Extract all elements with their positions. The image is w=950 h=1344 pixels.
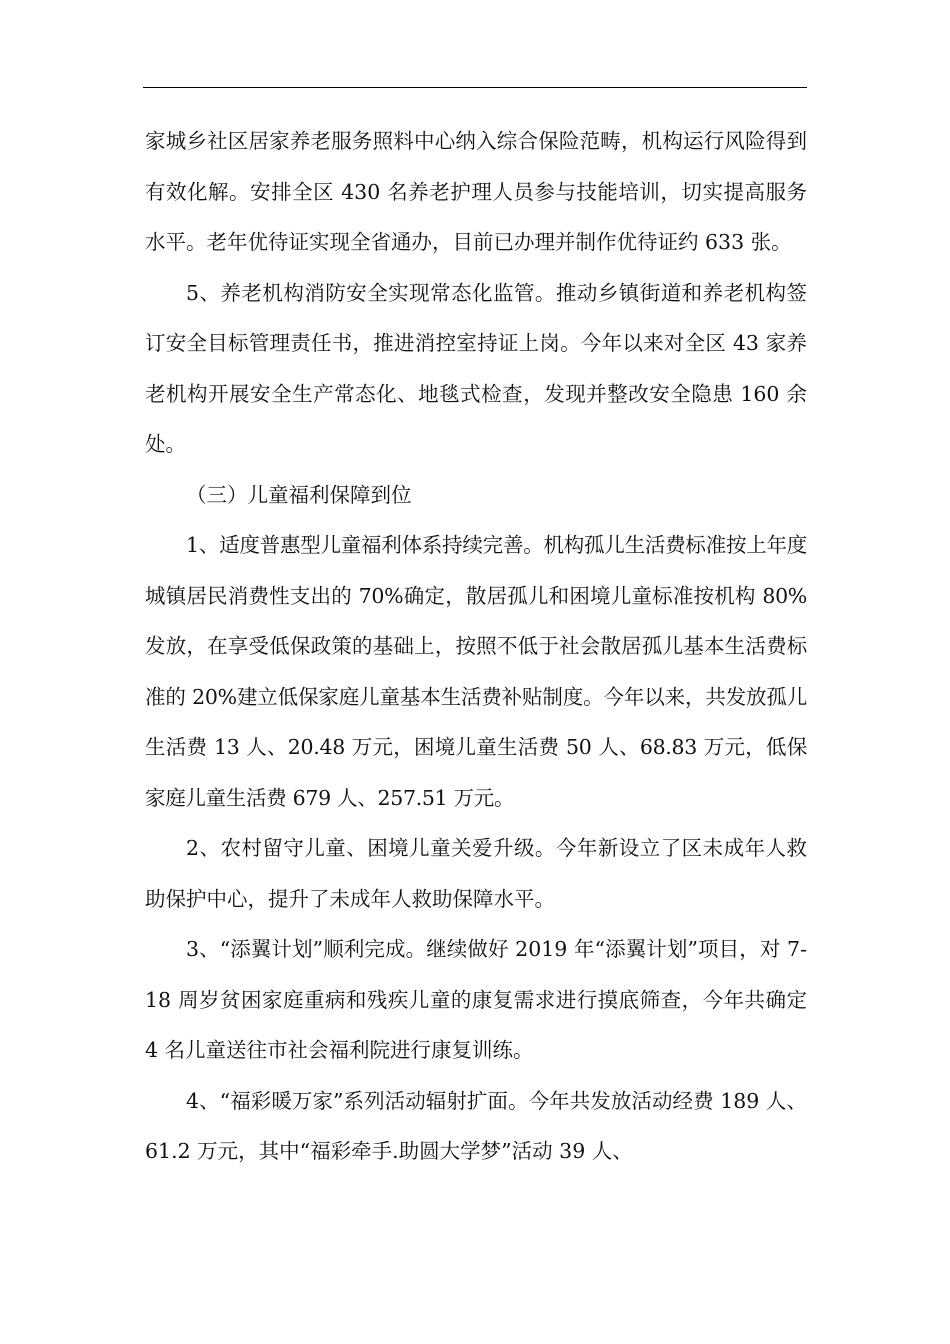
paragraph-tianyi-plan: 3、“添翼计划”顺利完成。继续做好 2019 年“添翼计划”项目，对 7-18 周岁贫困家庭重病和残疾儿童的康复需求进行摸底筛查，今年共确定 4 名儿童送往市社会福利院进行康复训练。 — [145, 937, 807, 1062]
paragraph-child-welfare-system: 1、适度普惠型儿童福利体系持续完善。机构孤儿生活费标准按上年度城镇居民消费性支出的 70%确定，散居孤儿和困境儿童标准按机构 80%发放，在享受低保政策的基础上，按照不低于社会散居孤儿基本生活费标准的 20%建立低保家庭儿童基本生活费补贴制度。今年以来，共发放孤儿生活费 13 人、20.48 万元，困境儿童生活费 50 人、68.83 万元，低保家庭儿童生活费 679 人、257.51 万元。 — [145, 533, 807, 810]
paragraph-elderly-care-insurance: 家城乡社区居家养老服务照料中心纳入综合保险范畴，机构运行风险得到有效化解。安排全区 430 名养老护理人员参与技能培训，切实提高服务水平。老年优待证实现全省通办，目前已办理并制作优待证约 633 张。 — [145, 129, 807, 254]
paragraph-fire-safety: 5、养老机构消防安全实现常态化监管。推动乡镇街道和养老机构签订安全目标管理责任书，推进消控室持证上岗。今年以来对全区 43 家养老机构开展安全生产常态化、地毯式检查，发现并整改安全隐患 160 余处。 — [145, 280, 807, 456]
paragraph-left-behind-children: 2、农村留守儿童、困境儿童关爱升级。今年新设立了区未成年人救助保护中心，提升了未成年人救助保障水平。 — [145, 836, 807, 911]
paragraph-welfare-lottery: 4、“福彩暖万家”系列活动辐射扩面。今年共发放活动经费 189 人、61.2 万元，其中“福彩牵手.助圆大学梦”活动 39 人、 — [145, 1088, 807, 1163]
section-heading-child-welfare: （三）儿童福利保障到位 — [186, 482, 412, 507]
header-rule — [143, 87, 807, 88]
document-body — [145, 116, 807, 1177]
